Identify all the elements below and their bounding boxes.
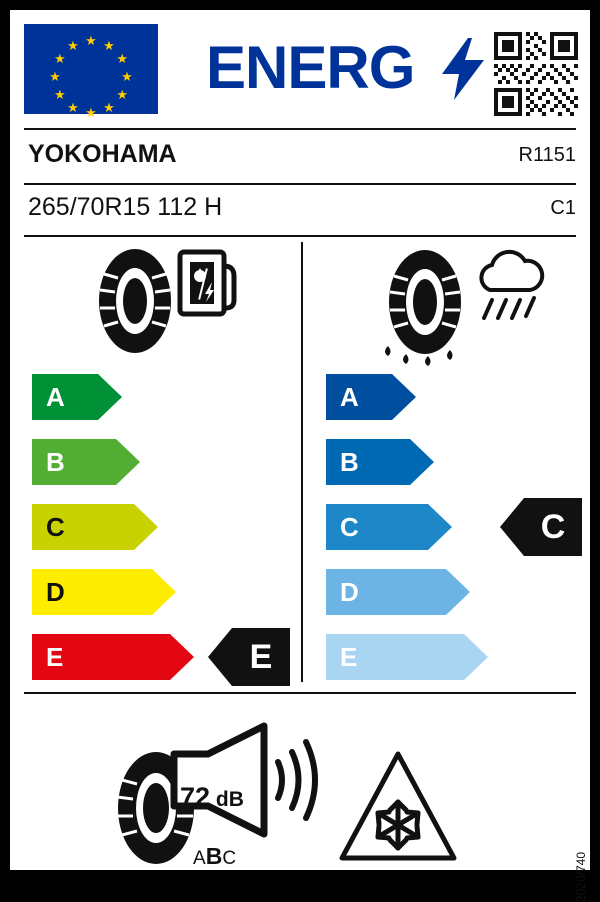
- brand-name: YOKOHAMA: [28, 140, 177, 168]
- rain-cloud-icon: [472, 246, 544, 342]
- noise-class-a: A: [193, 848, 206, 869]
- label-header: [10, 10, 590, 128]
- fuel-selected-label: E: [232, 628, 290, 686]
- noise-number: 72: [180, 782, 211, 812]
- noise-value: [180, 782, 244, 813]
- wet-grade-e: [326, 634, 488, 680]
- wet-grade-a-label: A: [340, 382, 359, 412]
- tyre-icon-wet: [380, 250, 470, 368]
- fuel-grade-a-label: A: [46, 382, 65, 412]
- size-row: [10, 185, 590, 235]
- fuel-grade-d-label: D: [46, 577, 65, 607]
- fuel-selected-badge: [208, 628, 290, 686]
- noise-class-b: B: [205, 843, 223, 869]
- energy-label-card: [10, 10, 590, 902]
- fuel-grade-c: [32, 504, 158, 550]
- divider-size: [24, 235, 576, 237]
- qr-code: [494, 32, 578, 116]
- column-divider: [301, 242, 303, 682]
- tyre-class: C1: [550, 197, 576, 219]
- fuel-grade-b: [32, 439, 140, 485]
- wet-grade-d: [326, 569, 470, 615]
- wet-grade-e-label: E: [340, 642, 358, 672]
- noise-class-scale: [193, 843, 236, 870]
- wet-grade-c-label: C: [340, 512, 359, 542]
- fuel-grade-c-label: C: [46, 512, 65, 542]
- tyre-icon-fuel: [90, 246, 180, 356]
- snowflake-mountain-icon: [340, 752, 456, 862]
- wet-grade-b-label: B: [340, 447, 359, 477]
- wet-grade-a: [326, 374, 416, 420]
- lightning-bolt-icon: [442, 38, 484, 100]
- fuel-grade-a: [32, 374, 122, 420]
- divider-bottom: [24, 692, 576, 694]
- wet-selected-badge: [500, 498, 582, 556]
- wet-selected-label: C: [524, 498, 582, 556]
- fuel-grade-d: [32, 569, 176, 615]
- noise-unit: dB: [215, 788, 244, 811]
- wet-grade-b: [326, 439, 434, 485]
- tyre-size: 265/70R15 112 H: [28, 193, 223, 221]
- regulation-reference: 2020/740: [574, 852, 588, 902]
- wet-grade-d-label: D: [340, 577, 359, 607]
- wet-grade-c: [326, 504, 452, 550]
- noise-class-c: C: [222, 848, 237, 869]
- fuel-grade-e-label: E: [46, 642, 64, 672]
- fuel-grade-b-label: B: [46, 447, 65, 477]
- loudspeaker-icon: [168, 724, 318, 836]
- eu-flag: ★ ★ ★ ★ ★ ★ ★ ★ ★ ★ ★ ★: [24, 24, 158, 114]
- brand-row: [10, 128, 590, 183]
- fuel-grade-e: [32, 634, 194, 680]
- page-title: ENERG: [206, 34, 415, 101]
- fuel-pump-icon: [178, 248, 240, 316]
- tyre-type-code: R1151: [518, 144, 576, 166]
